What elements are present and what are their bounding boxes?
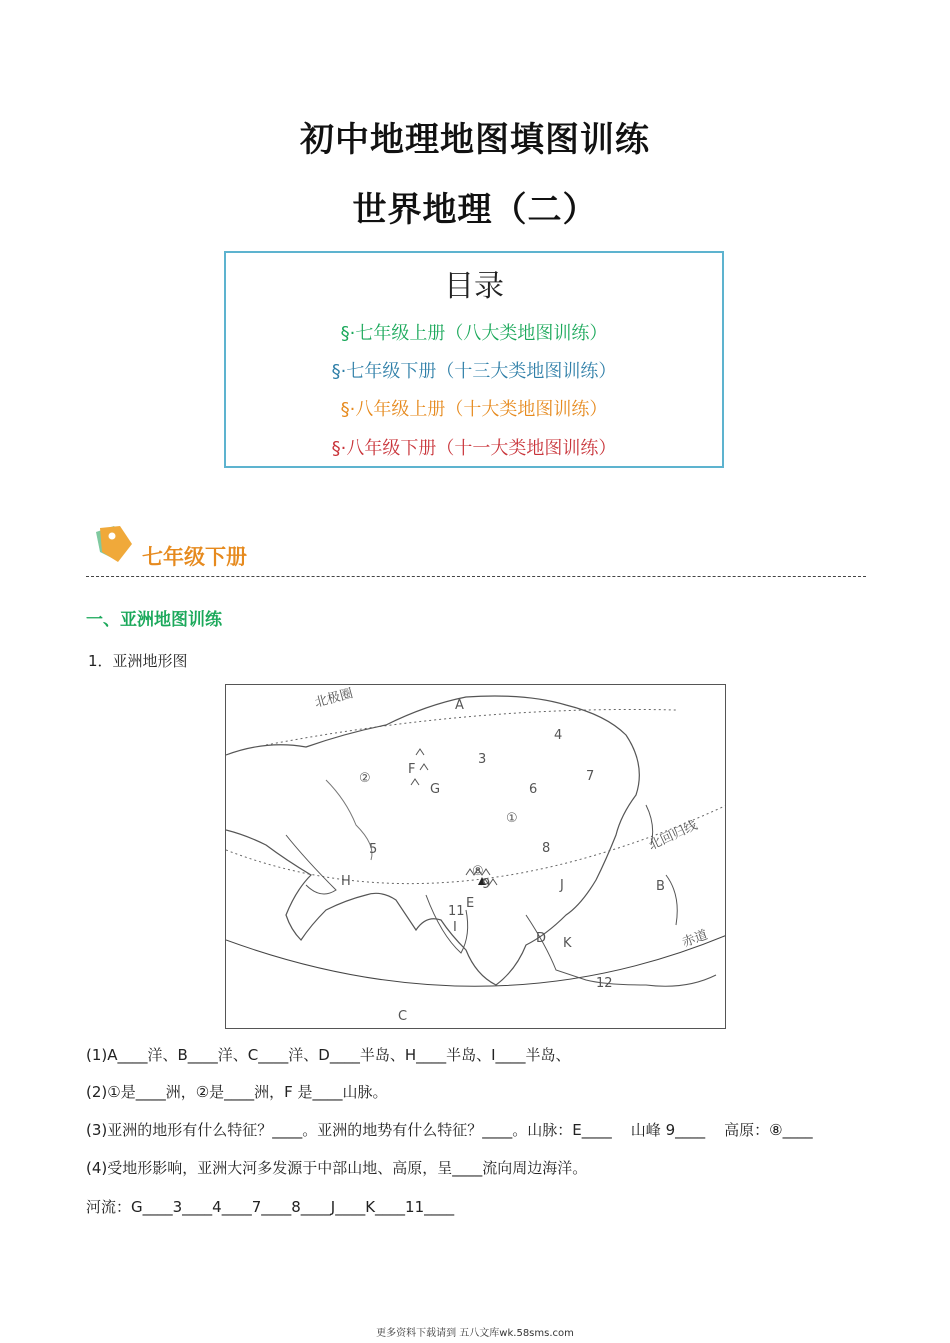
svg-text:⑧: ⑧	[472, 864, 484, 879]
svg-text:北回归线: 北回归线	[646, 818, 700, 854]
document-subtitle: 世界地理（二）	[352, 190, 598, 230]
tag-icon	[90, 522, 136, 572]
toc-item-grade8-first[interactable]: §·八年级上册（十大类地图训练）	[340, 399, 608, 420]
section-divider	[86, 576, 866, 577]
svg-text:12: 12	[596, 976, 613, 991]
svg-text:F: F	[408, 762, 416, 777]
footer-note: 更多资料下载请到 五八文库wk.58sms.com	[376, 1328, 574, 1339]
svg-text:7: 7	[586, 769, 595, 784]
svg-text:G: G	[430, 782, 441, 797]
svg-text:②: ②	[359, 771, 371, 786]
svg-text:E: E	[466, 896, 475, 911]
table-of-contents	[224, 251, 724, 468]
map-drawing	[226, 685, 726, 1029]
question-line-rivers: 河流：G____3____4____7____8____J____K____11____	[86, 1198, 455, 1216]
subsection-title: 一、亚洲地图训练	[86, 610, 222, 630]
svg-text:8: 8	[542, 841, 551, 856]
svg-text:J: J	[560, 878, 564, 893]
question-line-2: (2)①是____洲，②是____洲，F 是____山脉。	[86, 1083, 388, 1101]
question-line-1: (1)A____洋、B____洋、C____洋、D____半岛、H____半岛、I____半岛、	[86, 1046, 571, 1064]
svg-text:C: C	[398, 1009, 408, 1024]
svg-text:K: K	[563, 936, 572, 951]
svg-text:I: I	[453, 920, 457, 935]
asia-coastline	[226, 696, 639, 985]
svg-text:H: H	[341, 874, 351, 889]
equator-line	[226, 935, 726, 986]
svg-text:北极圈: 北极圈	[313, 686, 355, 711]
question-label: 1．亚洲地形图	[88, 652, 188, 670]
svg-text:5: 5	[369, 842, 378, 857]
svg-text:赤道: 赤道	[680, 927, 710, 951]
toc-item-grade7-second[interactable]: §·七年级下册（十三大类地图训练）	[331, 361, 617, 382]
svg-text:11: 11	[448, 904, 465, 919]
east-islands	[646, 805, 677, 925]
svg-text:①: ①	[506, 811, 518, 826]
document-title: 初中地理地图填图训练	[300, 120, 650, 160]
svg-text:9: 9	[482, 877, 491, 892]
question-line-3: (3)亚洲的地形有什么特征？____。亚洲的地势有什么特征？____。山脉：E____ 山峰 9____ 高原：⑧____	[86, 1121, 813, 1139]
svg-text:A: A	[455, 698, 464, 713]
toc-heading: 目录	[444, 269, 504, 304]
svg-text:D: D	[536, 931, 547, 946]
svg-text:6: 6	[529, 782, 538, 797]
toc-item-grade8-second[interactable]: §·八年级下册（十一大类地图训练）	[331, 438, 617, 459]
caspian-region	[326, 780, 372, 860]
svg-text:3: 3	[478, 752, 487, 767]
section-title: 七年级下册	[142, 545, 247, 569]
toc-item-grade7-first[interactable]: §·七年级上册（八大类地图训练）	[340, 323, 608, 344]
question-line-4: (4)受地形影响，亚洲大河多发源于中部山地、高原，呈____流向周边海洋。	[86, 1159, 588, 1177]
svg-text:B: B	[656, 879, 665, 894]
asia-terrain-map	[225, 684, 726, 1029]
svg-text:4: 4	[554, 728, 563, 743]
